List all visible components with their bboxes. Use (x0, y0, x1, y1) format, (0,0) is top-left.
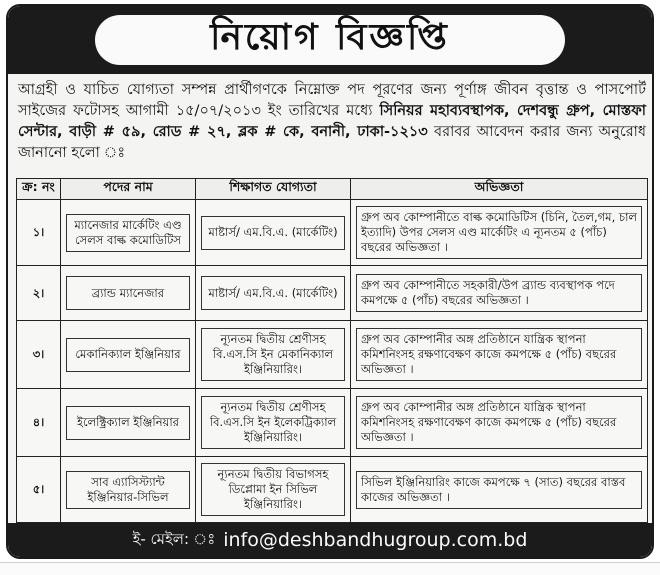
intro-paragraph (18, 80, 646, 164)
row-post: ইলেক্ট্রিক্যাল ইঞ্জিনিয়ার (66, 406, 190, 440)
header-post: পদের নাম (61, 179, 196, 200)
header-experience: অভিজ্ঞতা (351, 179, 648, 200)
row-serial: ৩। (17, 321, 61, 389)
row-serial: ৫। (17, 457, 61, 523)
address: সিনিয়র মহাব্যবস্থাপক, দেশবন্ধু গ্রুপ, মোস্তফা সেন্টার, বাড়ী # ৫৯, রোড # ২৭, ব্লক # কে, বনানী, ঢাকা-১২১৩ (18, 103, 646, 140)
row-education: মাষ্টার্স/ এম.বি.এ. (মার্কেটিং) (201, 216, 345, 250)
intro-text: আগ্রহী ও যাচিত যোগ্যতা সম্পন্ন প্রার্থীগণকে নিম্নোক্ত পদ পূরণের জন্য পূর্ণাঙ্গ জীবন বৃত্তান্ত ও পাসপোর্ট সাইজের ফটোসহ আগামী ১৫/০৭/২০১৩ ইং তারিখের মধ্যে (18, 82, 646, 119)
row-experience: সিভিল ইঞ্জিনিয়ারিং কাজে কমপক্ষে ৭ (সাত) বছরের বাস্তব কাজের অভিজ্ঞতা । (356, 471, 642, 509)
row-post: মেকানিক্যাল ইঞ্জিনিয়ার (66, 338, 190, 372)
table-row (17, 266, 648, 321)
table-row (17, 321, 648, 389)
job-advertisement (6, 4, 654, 559)
email-label: ই- মেইল: ঃ (132, 529, 216, 548)
table-header-row (17, 179, 648, 200)
page-title: নিয়োগ বিজ্ঞপ্তি (95, 15, 565, 65)
row-post: সাব এ্যাসিস্ট্যান্ট ইঞ্জিনিয়ার-সিভিল (66, 471, 190, 509)
header-serial: ক্র: নং (17, 179, 61, 200)
row-education: ন্যূনতম দ্বিতীয় বিভাগসহ ডিপ্লোমা ইন সিভিল ইঞ্জিনিয়ারিং। (201, 463, 345, 516)
email-link[interactable]: info@deshbandhugroup.com.bd (223, 529, 528, 551)
row-serial: ৪। (17, 389, 61, 457)
row-experience: গ্রুপ অব কোম্পানীর অঙ্গ প্রতিষ্ঠানে যান্ত্রিক স্থাপনা কমিশনিংসহ রক্ষণাবেক্ষণ কাজে কমপক্ষে ৫ (পাঁচ) বছরের অভিজ্ঞতা । (356, 328, 642, 381)
row-post: ম্যানেজার মার্কেটিং এণ্ড সেলস বাল্ক কমোডিটিস (66, 214, 190, 252)
row-education: ন্যূনতম দ্বিতীয় শ্রেণীসহ বি.এস.সি ইন মেকানিক্যাল ইঞ্জিনিয়ারিং। (201, 328, 345, 381)
row-education: ন্যূনতম দ্বিতীয় শ্রেণীসহ বি.এস.সি ইন ইলেকট্রিক্যাল ইঞ্জিনিয়ারিং। (201, 396, 345, 449)
footer-bar (8, 523, 652, 557)
table-row (17, 200, 648, 266)
table-row (17, 457, 648, 523)
row-education: মাষ্টার্স/ এম.বি.এ. (মার্কেটিং) (201, 276, 345, 310)
vacancy-table (16, 178, 648, 523)
table-row (17, 389, 648, 457)
row-experience: গ্রুপ অব কোম্পানীতে বাল্ক কমোডিটিস (চিনি, তৈল,গম, চাল ইত্যাদি) উপর সেলস এণ্ড মার্কেটিং এ ন্যূনতম ৫ (পাঁচ) বছরের অভিজ্ঞতা । (356, 206, 642, 259)
row-experience: গ্রুপ অব কোম্পানীতে সহকারী/উপ ব্র্যান্ড ব্যবস্থাপক পদে কমপক্ষে ৫ (পাঁচ) বছরের অভিজ্ঞতা । (356, 274, 642, 312)
intro-closing: বরাবর আবেদন করার জন্য অনুরোধ জানানো হলো ঃ (18, 124, 647, 161)
row-serial: ১। (17, 200, 61, 266)
row-serial: ২। (17, 266, 61, 321)
header-education: শিক্ষাগত যোগ্যতা (196, 179, 351, 200)
page-bottom-strip (0, 562, 660, 575)
title-bar (8, 6, 652, 74)
row-post: ব্র্যান্ড ম্যানেজার (66, 276, 190, 310)
row-experience: গ্রুপ অব কোম্পানীর অঙ্গ প্রতিষ্ঠানে যান্ত্রিক স্থাপনা কমিশনিংসহ রক্ষণাবেক্ষণ কাজে কমপক্ষে ৫ (পাঁচ) বছরের অভিজ্ঞতা । (356, 396, 642, 449)
